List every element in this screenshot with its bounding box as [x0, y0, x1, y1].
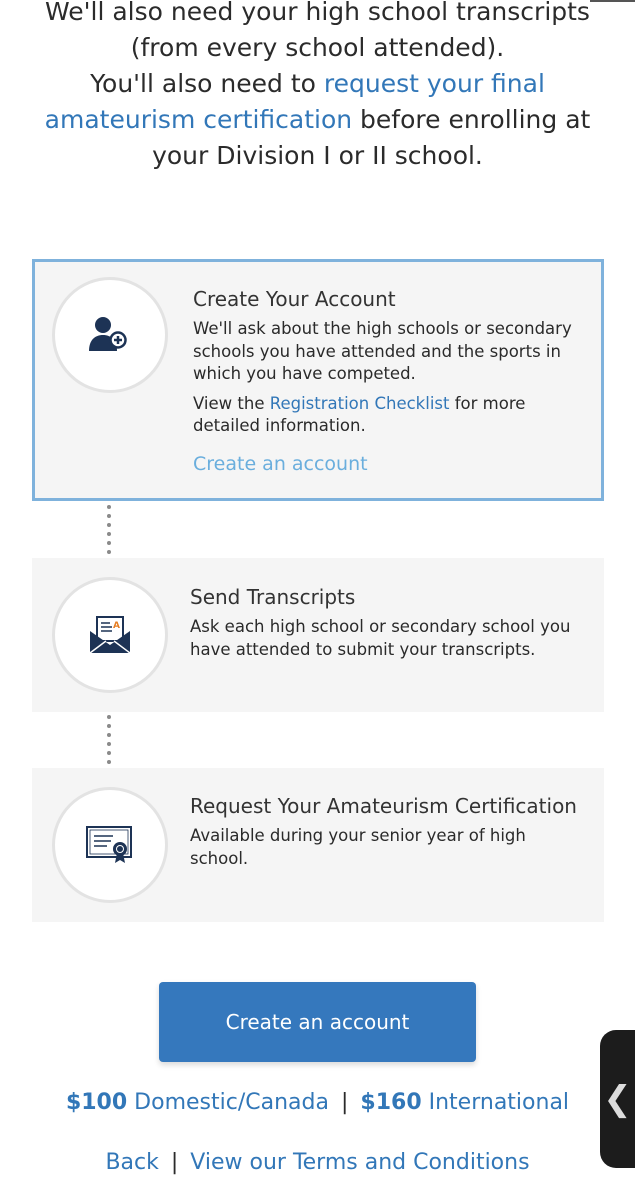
domestic-label: Domestic/Canada	[134, 1090, 329, 1115]
domestic-price: $100	[65, 1090, 128, 1115]
step-connector	[107, 505, 111, 559]
footer-links	[0, 1150, 635, 1175]
step-amateurism-certification	[32, 768, 604, 922]
create-account-button[interactable]: Create an account	[159, 982, 476, 1062]
pricing-separator: |	[340, 1090, 349, 1115]
certificate-icon	[85, 825, 135, 865]
step-icon-circle	[52, 577, 168, 693]
intro-line-2	[20, 66, 615, 174]
create-account-link[interactable]: Create an account	[193, 452, 368, 475]
checklist-suffix: for more detailed information.	[193, 393, 526, 435]
back-link[interactable]: Back	[105, 1150, 159, 1175]
step-send-transcripts	[32, 558, 604, 712]
intro-line-2-prefix: You'll also need to	[90, 69, 324, 98]
step-description: We'll ask about the high schools or secondary schools you have attended and the sports in which you have competed.	[193, 319, 572, 383]
checklist-prefix: View the	[193, 393, 270, 413]
registration-checklist-link[interactable]: Registration Checklist	[269, 393, 450, 413]
step-description: Available during your senior year of high school.	[190, 826, 526, 868]
international-price: $160	[360, 1090, 422, 1115]
chevron-left-icon: ❮	[603, 1079, 632, 1119]
step-title: Send Transcripts	[190, 585, 356, 609]
step-title: Request Your Amateurism Certification	[190, 794, 577, 818]
amateurism-certification-link[interactable]: request your final amateurism certification	[44, 69, 545, 134]
intro-line-1: We'll also need your high school transcripts (from every school attended).	[45, 0, 590, 62]
step-connector	[107, 715, 111, 769]
checklist-text	[193, 393, 583, 438]
step-icon-circle	[52, 787, 168, 903]
step-icon-circle	[52, 277, 168, 393]
footer-separator: |	[170, 1150, 179, 1175]
svg-text:A: A	[113, 621, 120, 631]
terms-link[interactable]: View our Terms and Conditions	[190, 1150, 530, 1175]
side-drawer-tab[interactable]	[600, 1030, 635, 1168]
intro-line-2-suffix: before enrolling at your Division I or II school.	[152, 105, 591, 170]
add-user-icon	[88, 315, 132, 355]
step-create-account	[32, 259, 604, 501]
step-title: Create Your Account	[193, 287, 396, 311]
pricing	[0, 1090, 635, 1115]
international-label: International	[428, 1090, 570, 1115]
intro-text	[20, 0, 615, 174]
step-description: Ask each high school or secondary school you have attended to submit your transcripts.	[190, 617, 571, 659]
transcript-envelope-icon	[88, 615, 132, 655]
